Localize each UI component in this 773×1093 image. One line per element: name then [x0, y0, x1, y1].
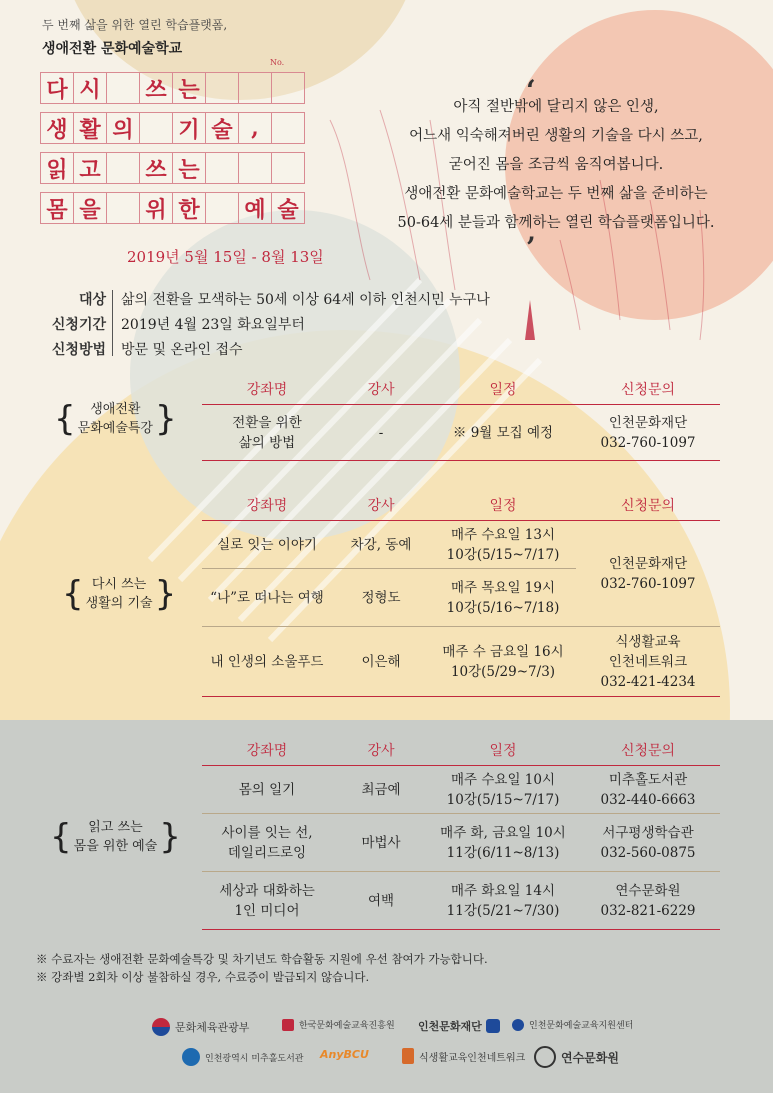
title-cell	[106, 192, 140, 224]
arte-icon	[282, 1019, 294, 1031]
intro-quote	[378, 74, 734, 264]
school-name: 생애전환 문화예술학교	[42, 41, 183, 57]
note-2: ※ 강좌별 2회차 이상 불참하실 경우, 수료증이 발급되지 않습니다.	[36, 970, 370, 984]
cell-line: 032-421-4234	[600, 673, 696, 690]
logo-anybcu: AnyBCU	[320, 1048, 369, 1061]
quote-line: 어느새 익숙해져버린 생활의 기술을 다시 쓰고,	[409, 128, 703, 144]
label-target: 대상	[78, 292, 106, 308]
column-header: 신청문의	[576, 490, 720, 521]
brace-right: }	[159, 817, 181, 857]
course-name	[202, 569, 332, 627]
header-subtitle: 두 번째 삶을 위한 열린 학습플랫폼,	[42, 18, 228, 32]
title-cell: 술	[271, 192, 305, 224]
course-name	[202, 521, 332, 569]
schedule	[430, 766, 576, 814]
title-cell	[205, 192, 239, 224]
cell-line: 10강(5/29~7/3)	[450, 663, 556, 680]
course-table-special	[202, 374, 720, 461]
tassel-icon	[525, 300, 535, 340]
logo-food-network: 식생활교육인천네트워크	[402, 1048, 525, 1064]
title-cell: 읽	[40, 152, 74, 184]
title-cell: 위	[139, 192, 173, 224]
quote-line: 굳어진 몸을 조금씩 움직여봅니다.	[448, 157, 664, 173]
schedule	[430, 872, 576, 930]
title-cell: 고	[73, 152, 107, 184]
section-name	[76, 400, 155, 438]
course-name	[202, 627, 332, 697]
quote-open-mark: ‘	[526, 74, 536, 107]
column-header: 강좌명	[202, 374, 332, 405]
course-name	[202, 405, 332, 461]
column-header: 일정	[430, 374, 576, 405]
cell-line: 읽고 쓰는	[88, 820, 143, 835]
logo-ifac: 인천문화재단	[418, 1018, 505, 1034]
cell-line: 인천네트워크	[608, 653, 688, 670]
logo-michuhol-library: 인천광역시 미추홀도서관	[182, 1048, 304, 1066]
cell-line: 식생활교육	[615, 633, 681, 650]
schedule	[430, 405, 576, 461]
cell-line: 032-760-1097	[600, 434, 696, 451]
food-network-icon	[402, 1048, 414, 1064]
title-cell: 쓰	[139, 72, 173, 104]
arts-center-icon	[512, 1019, 524, 1031]
cell-line: 문화예술특강	[77, 421, 153, 436]
cell-line: 10강(5/16~7/18)	[446, 599, 560, 616]
title-cell: 시	[73, 72, 107, 104]
schedule	[430, 569, 576, 627]
table-header	[202, 490, 720, 521]
brace-right: }	[155, 399, 177, 439]
section-label-living	[62, 575, 176, 613]
cell-line: 전환을 위한	[232, 414, 302, 431]
label-period: 신청기간	[51, 317, 106, 333]
cell-line: 다시 쓰는	[91, 577, 147, 592]
title-cell	[271, 72, 305, 104]
cell-line: 매주 화요일 14시	[450, 882, 555, 899]
title-cell: 몸	[40, 192, 74, 224]
column-header: 강사	[332, 374, 430, 405]
brace-left: {	[62, 574, 84, 614]
teacher: 정형도	[332, 569, 430, 627]
cell-line: ※ 9월 모집 예정	[452, 424, 554, 441]
cell-line: 삶의 방법	[238, 434, 296, 451]
title-cell: 활	[73, 112, 107, 144]
course-table-body	[202, 735, 720, 930]
table-header	[202, 374, 720, 405]
yeonsu-icon	[534, 1046, 556, 1068]
title-cell	[271, 152, 305, 184]
cell-line: 매주 수 금요일 16시	[442, 643, 564, 660]
title-cell: 의	[106, 112, 140, 144]
title-row	[40, 72, 304, 104]
column-header: 신청문의	[576, 735, 720, 766]
section-label-special	[54, 400, 177, 438]
title-cell: ,	[238, 112, 272, 144]
quote-line: 생애전환 문화예술학교는 두 번째 삶을 준비하는	[404, 186, 708, 202]
table-row	[202, 521, 720, 569]
brace-right: }	[154, 574, 177, 614]
column-header: 강좌명	[202, 735, 332, 766]
cell-line: 몸의 일기	[238, 781, 296, 798]
info-values	[121, 288, 490, 363]
cell-line: 11강(6/11~8/13)	[446, 844, 560, 861]
cell-line: 매주 수요일 10시	[450, 771, 555, 788]
title-cell: 다	[40, 72, 74, 104]
title-cell	[139, 112, 173, 144]
teacher: 이은해	[332, 627, 430, 697]
table-row	[202, 766, 720, 814]
ifac-icon	[486, 1019, 500, 1033]
cell-line: 인천문화재단	[608, 414, 688, 431]
logo-yeonsu: 연수문화원	[534, 1046, 619, 1068]
cell-line: 매주 목요일 19시	[450, 579, 555, 596]
table-header	[202, 735, 720, 766]
title-row	[40, 152, 304, 184]
quote-line: 50-64세 분들과 함께하는 열린 학습플랫폼입니다.	[397, 215, 715, 231]
cell-line: 인천문화재단	[608, 555, 688, 572]
section-name	[72, 818, 160, 856]
title-cell: 예	[238, 192, 272, 224]
column-header: 일정	[430, 490, 576, 521]
cell-line: 연수문화원	[615, 882, 681, 899]
section-label-body	[50, 818, 181, 856]
value-target: 삶의 전환을 모색하는 50세 이상 64세 이하 인천시민 누구나	[121, 292, 490, 308]
contact	[576, 766, 720, 814]
column-header: 강사	[332, 735, 430, 766]
value-period: 2019년 4월 23일 화요일부터	[121, 317, 305, 333]
cell-line: 사이를 잇는 선,	[221, 824, 313, 841]
title-cell	[238, 72, 272, 104]
value-method: 방문 및 온라인 접수	[121, 342, 243, 358]
period-date: 2019년 5월 15일 - 8월 13일	[127, 248, 324, 266]
contact	[576, 814, 720, 872]
teacher: 최금예	[332, 766, 430, 814]
teacher: 마법사	[332, 814, 430, 872]
logo-arts-edu-center: 인천문화예술교육지원센터	[512, 1018, 633, 1031]
notes	[36, 950, 488, 986]
cell-line: 세상과 대화하는	[219, 882, 315, 899]
title-cell: 기	[172, 112, 206, 144]
cell-line: “나”로 떠나는 여행	[210, 589, 324, 606]
logo-arte: 한국문화예술교육진흥원	[282, 1018, 395, 1031]
table-row	[202, 405, 720, 461]
cell-line: 032-560-0875	[600, 844, 696, 861]
title-cell: 쓰	[139, 152, 173, 184]
cell-line: 032-821-6229	[600, 902, 696, 919]
contact	[576, 627, 720, 697]
title-cell	[106, 152, 140, 184]
taeguk-icon	[152, 1018, 170, 1036]
cell-line: 미추홀도서관	[608, 771, 688, 788]
title-row	[40, 112, 304, 144]
label-method: 신청방법	[51, 342, 106, 358]
cell-line: 몸을 위한 예술	[73, 839, 158, 854]
title-cell	[106, 72, 140, 104]
logo-mcst: 문화체육관광부	[152, 1018, 249, 1036]
cell-line: 서구평생학습관	[602, 824, 694, 841]
cell-line: 실로 잇는 이야기	[217, 536, 317, 553]
schedule	[430, 627, 576, 697]
column-header: 일정	[430, 735, 576, 766]
title-cell	[205, 152, 239, 184]
column-header: 강좌명	[202, 490, 332, 521]
quote-line: 아직 절반밖에 달리지 않은 인생,	[453, 99, 659, 115]
table-row	[202, 814, 720, 872]
column-header: 강사	[332, 490, 430, 521]
course-name	[202, 872, 332, 930]
contact	[576, 521, 720, 627]
quote-lines	[378, 93, 734, 238]
cell-line: 매주 화, 금요일 10시	[440, 824, 566, 841]
title-cell	[205, 72, 239, 104]
teacher: 차강, 동예	[332, 521, 430, 569]
note-1: ※ 수료자는 생애전환 문화예술특강 및 차기년도 학습활동 지원에 우선 참여가 가능합니다.	[36, 952, 488, 966]
teacher: -	[332, 405, 430, 461]
table-row	[202, 872, 720, 930]
no-label: No.	[270, 58, 285, 67]
cell-line: 데일리드로잉	[227, 844, 307, 861]
cell-line: 10강(5/15~7/17)	[446, 546, 560, 563]
course-name	[202, 766, 332, 814]
title-cell: 는	[172, 72, 206, 104]
title-cell	[238, 152, 272, 184]
info-divider	[112, 290, 113, 356]
title-cell: 한	[172, 192, 206, 224]
title-cell: 생	[40, 112, 74, 144]
title-row	[40, 192, 304, 224]
title-cell: 는	[172, 152, 206, 184]
course-table-living	[202, 490, 720, 697]
course-name	[202, 814, 332, 872]
teacher: 여백	[332, 872, 430, 930]
cell-line: 032-760-1097	[600, 575, 696, 592]
cell-line: 생애전환	[90, 402, 141, 417]
section-name	[84, 575, 155, 613]
table-row	[202, 627, 720, 697]
cell-line: 10강(5/15~7/17)	[446, 791, 560, 808]
brace-left: {	[54, 399, 76, 439]
cell-line: 내 인생의 소울푸드	[210, 653, 324, 670]
title-cell	[271, 112, 305, 144]
schedule	[430, 814, 576, 872]
quote-close-mark: ’	[526, 231, 536, 264]
library-icon	[182, 1048, 200, 1066]
contact	[576, 405, 720, 461]
column-header: 신청문의	[576, 374, 720, 405]
info-labels	[40, 288, 106, 363]
title-grid	[40, 72, 304, 232]
cell-line: 1인 미디어	[234, 902, 300, 919]
contact	[576, 872, 720, 930]
brace-left: {	[50, 817, 72, 857]
cell-line: 생활의 기술	[85, 596, 153, 611]
cell-line: 매주 수요일 13시	[450, 526, 555, 543]
cell-line: 032-440-6663	[600, 791, 696, 808]
title-cell: 술	[205, 112, 239, 144]
schedule	[430, 521, 576, 569]
title-cell: 을	[73, 192, 107, 224]
cell-line: 11강(5/21~7/30)	[446, 902, 560, 919]
